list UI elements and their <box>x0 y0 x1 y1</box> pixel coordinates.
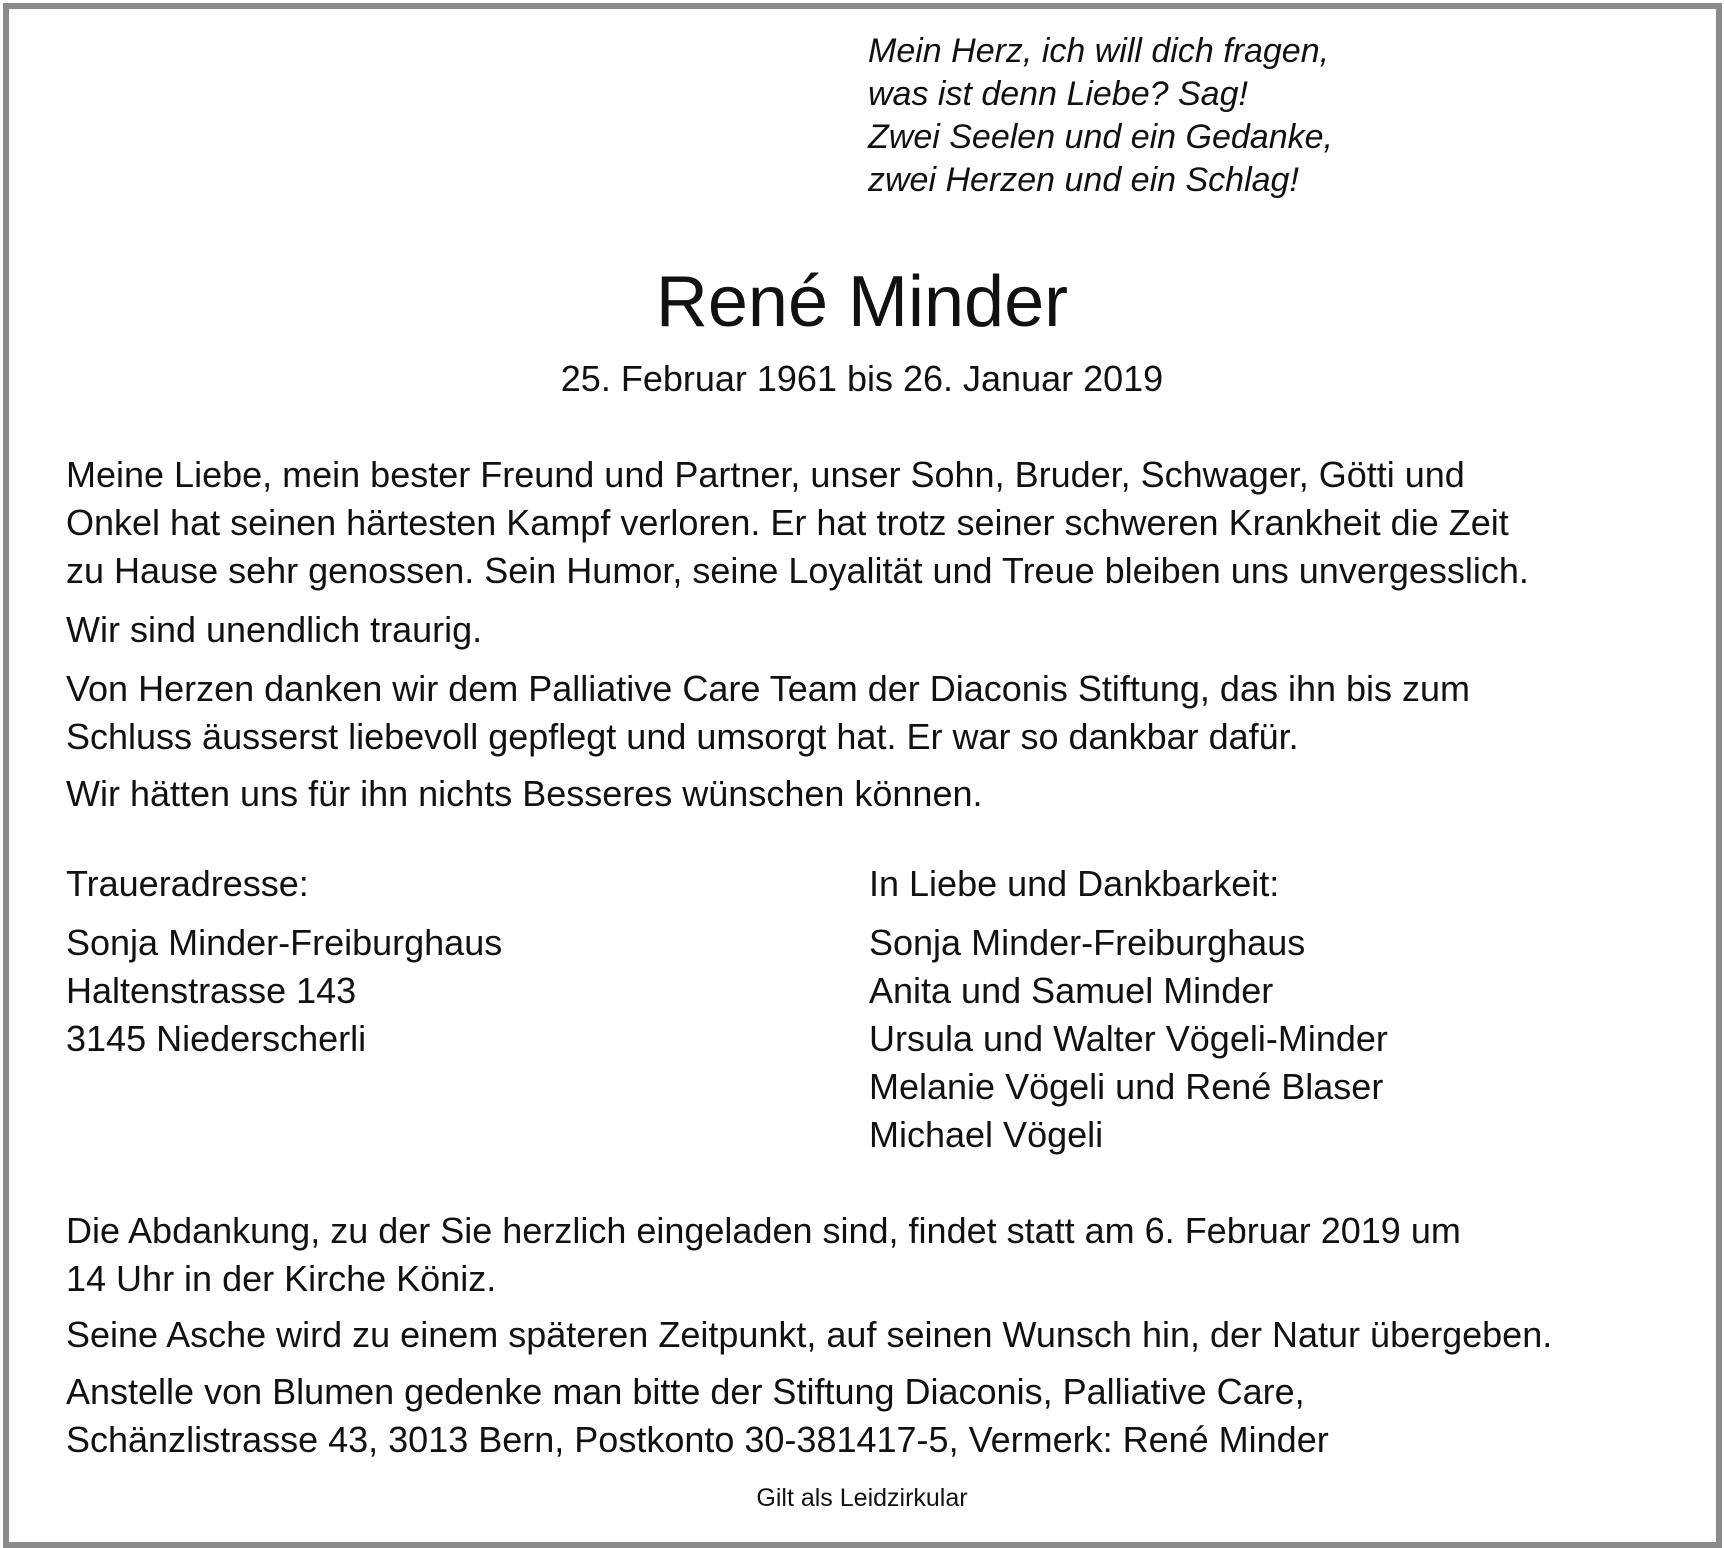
text-line: zu Hause sehr genossen. Sein Humor, seine Loyalität und Treue bleiben uns unvergesslich. <box>66 550 1529 591</box>
text-line: Schänzlistrasse 43, 3013 Bern, Postkonto 30-381417-5, Vermerk: René Minder <box>66 1419 1329 1460</box>
poem-line: Mein Herz, ich will dich fragen, <box>868 32 1330 70</box>
family-member: Michael Vögeli <box>869 1114 1104 1155</box>
message-paragraph <box>66 451 1529 595</box>
text-line: Wir sind unendlich traurig. <box>66 609 483 650</box>
text-line: Von Herzen danken wir dem Palliative Care Team der Diaconis Stiftung, das ihn bis zum <box>66 668 1471 709</box>
mourning-address <box>66 919 502 1063</box>
ceremony-info <box>66 1207 1461 1303</box>
footer-note: Gilt als Leidzirkular <box>756 1484 968 1512</box>
message-paragraph <box>66 770 983 818</box>
poem <box>868 30 1668 202</box>
family-member: Melanie Vögeli und René Blaser <box>869 1066 1384 1107</box>
deceased-name: René Minder <box>655 262 1069 342</box>
address-line: 3145 Niederscherli <box>66 1018 367 1059</box>
donation-info <box>66 1368 1329 1464</box>
family-list <box>869 919 1388 1159</box>
family-member: Sonja Minder-Freiburghaus <box>869 922 1306 963</box>
text-line: Onkel hat seinen härtesten Kampf verloren. Er hat trotz seiner schweren Krankheit die Zeit <box>66 502 1509 543</box>
address-line: Sonja Minder-Freiburghaus <box>66 922 503 963</box>
text-line: Wir hätten uns für ihn nichts Besseres wünschen können. <box>66 773 983 814</box>
text-line: 14 Uhr in der Kirche Köniz. <box>66 1258 497 1299</box>
poem-line: was ist denn Liebe? Sag! <box>868 75 1248 113</box>
message-paragraph <box>66 606 482 654</box>
family-member: Ursula und Walter Vögeli-Minder <box>869 1018 1388 1059</box>
message-paragraph <box>66 665 1470 761</box>
text-line: Schluss äusserst liebevoll gepflegt und umsorgt hat. Er war so dankbar dafür. <box>66 716 1299 757</box>
text-line: Die Abdankung, zu der Sie herzlich eingeladen sind, findet statt am 6. Februar 2019 um <box>66 1210 1461 1251</box>
address-line: Haltenstrasse 143 <box>66 970 357 1011</box>
ashes-info <box>66 1311 1552 1359</box>
family-heading: In Liebe und Dankbarkeit: <box>869 863 1280 904</box>
text-line: Anstelle von Blumen gedenke man bitte der Stiftung Diaconis, Palliative Care, <box>66 1371 1305 1412</box>
life-dates: 25. Februar 1961 bis 26. Januar 2019 <box>560 358 1164 399</box>
mourning-address-heading: Traueradresse: <box>66 863 309 904</box>
poem-line: Zwei Seelen und ein Gedanke, <box>868 118 1333 156</box>
family-member: Anita und Samuel Minder <box>869 970 1274 1011</box>
text-line: Seine Asche wird zu einem späteren Zeitpunkt, auf seinen Wunsch hin, der Natur übergeben. <box>66 1314 1553 1355</box>
text-line: Meine Liebe, mein bester Freund und Partner, unser Sohn, Bruder, Schwager, Götti und <box>66 454 1465 495</box>
poem-line: zwei Herzen und ein Schlag! <box>868 161 1299 199</box>
